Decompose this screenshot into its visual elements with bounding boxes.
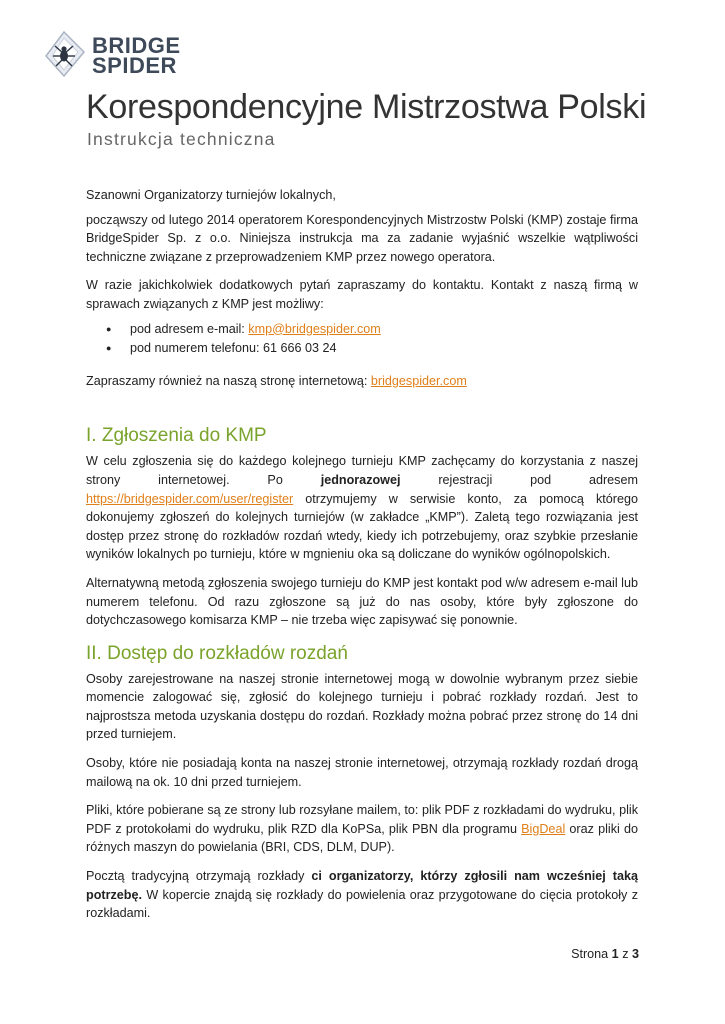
bigdeal-link[interactable]: BigDeal	[521, 821, 566, 836]
section-2-paragraph-3	[86, 801, 638, 857]
document-title: Korespondencyjne Mistrzostwa Polski	[86, 88, 647, 126]
s2-p4-text-b: W kopercie znajdą się rozkłady do powielenia oraz przygotowane do cięcia protokoły z rozkładami.	[86, 887, 638, 921]
logo-line-1: BRIDGE	[92, 33, 181, 58]
contact-list	[86, 320, 638, 358]
section-1-heading: I. Zgłoszenia do KMP	[86, 425, 267, 447]
contact-phone-label: pod numerem telefonu: 61 666 03 24	[130, 341, 337, 356]
register-link[interactable]: https://bridgespider.com/user/register	[86, 491, 294, 506]
section-2-paragraph-2: Osoby, które nie posiadają konta na naszej stronie internetowej, otrzymają rozkłady rozdań drogą mailową na ok. 10 dni przed turniejem.	[86, 756, 638, 789]
logo-line-2: SPIDER	[92, 53, 177, 78]
page-current: 1	[611, 947, 619, 961]
s1-text-c: otrzymujemy w serwisie konto, za pomocą którego dokonujemy zgłoszeń do kolejnych turniejów (w zakładce „KMP”). Zaletą tego rozwiązania jest dostęp przez stronę do rozkładów rozdań wtedy, kiedy ich potrzebujemy, oraz szybkie przesłanie wyników lokalnych po turnieju, które w mgnieniu oka są doliczane do wyników ogólnopolskich.	[86, 491, 638, 562]
s2-p4-bold: ci organizatorzy, którzy zgłosili nam wcześniej taką potrzebę.	[86, 869, 638, 902]
contact-phone-item	[130, 339, 638, 358]
s1-text-b: rejestracji pod adresem	[400, 472, 638, 487]
section-1-paragraph-2: Alternatywną metodą zgłoszenia swojego turnieju do KMP jest kontakt pod w/w adresem e-mail lub numerem telefonu. Od razu zgłoszone są już do nas osoby, które były zgłoszone do dotychczasowego komisarza KMP – nie trzeba więc zapisywać się ponownie.	[86, 575, 638, 628]
logo-wordmark	[92, 33, 181, 78]
document-body	[86, 186, 638, 933]
s2-p4-text-a: Pocztą tradycyjną otrzymają rozkłady	[86, 869, 312, 884]
greeting: Szanowni Organizatorzy turniejów lokalnych,	[86, 188, 336, 202]
section-1-paragraph-1	[86, 452, 638, 564]
s1-bold: jednorazowej	[320, 472, 401, 487]
page-number	[571, 947, 639, 961]
website-text: Zapraszamy również na naszą stronę internetową:	[86, 373, 371, 388]
website-link[interactable]: bridgespider.com	[370, 373, 467, 388]
page-sep: z	[622, 947, 629, 961]
contact-email-link[interactable]: kmp@bridgespider.com	[248, 321, 381, 336]
section-2-heading: II. Dostęp do rozkładów rozdań	[86, 642, 348, 664]
page-total: 3	[631, 947, 639, 961]
contact-email-label: pod adresem e-mail:	[130, 321, 249, 336]
section-2-paragraph-1: Osoby zarejestrowane na naszej stronie internetowej mogą w dowolnie wybranym przez siebie momencie zalogować się, zgłosić do kolejnego turnieju i pobrać rozkłady rozdań. Jest to najprostsza metoda uzyskania dostępu do rozdań. Rozkłady można pobrać przez stronę do 14 dni przed turniejem.	[86, 671, 638, 742]
section-2-paragraph-4	[86, 867, 638, 923]
contact-email-item	[130, 320, 638, 339]
s2-p3-text-b: oraz pliki do różnych maszyn do powielania (BRI, CDS, DLM, DUP).	[86, 821, 638, 855]
s2-p3-text-a: Pliki, które pobierane są ze strony lub rozsyłane mailem, to: plik PDF z rozkładami do wydruku, plik PDF z protokołami do wydruku, plik RZD dla KoPSa, plik PBN dla programu	[86, 803, 638, 836]
website-paragraph	[86, 372, 638, 391]
spider-logo-icon	[44, 30, 88, 82]
bridgespider-logo	[44, 30, 181, 82]
intro-paragraph-1: począwszy od lutego 2014 operatorem Korespondencyjnych Mistrzostw Polski (KMP) zostaje firma BridgeSpider Sp. z o.o. Niniejsza instrukcja ma za zadanie wyjaśnić wszelkie wątpliwości techniczne związane z przeprowadzeniem KMP przez nowego operatora.	[86, 212, 638, 264]
intro-paragraph-2: W razie jakichkolwiek dodatkowych pytań zapraszamy do kontaktu. Kontakt z naszą firmą w sprawach związanych z KMP jest możliwy:	[86, 278, 638, 311]
page-label: Strona	[571, 947, 609, 961]
s1-text-a: W celu zgłoszenia się do każdego kolejnego turnieju KMP zachęcamy do korzystania z naszej strony internetowej. Po	[86, 454, 638, 487]
document-subtitle: Instrukcja techniczna	[87, 129, 276, 149]
